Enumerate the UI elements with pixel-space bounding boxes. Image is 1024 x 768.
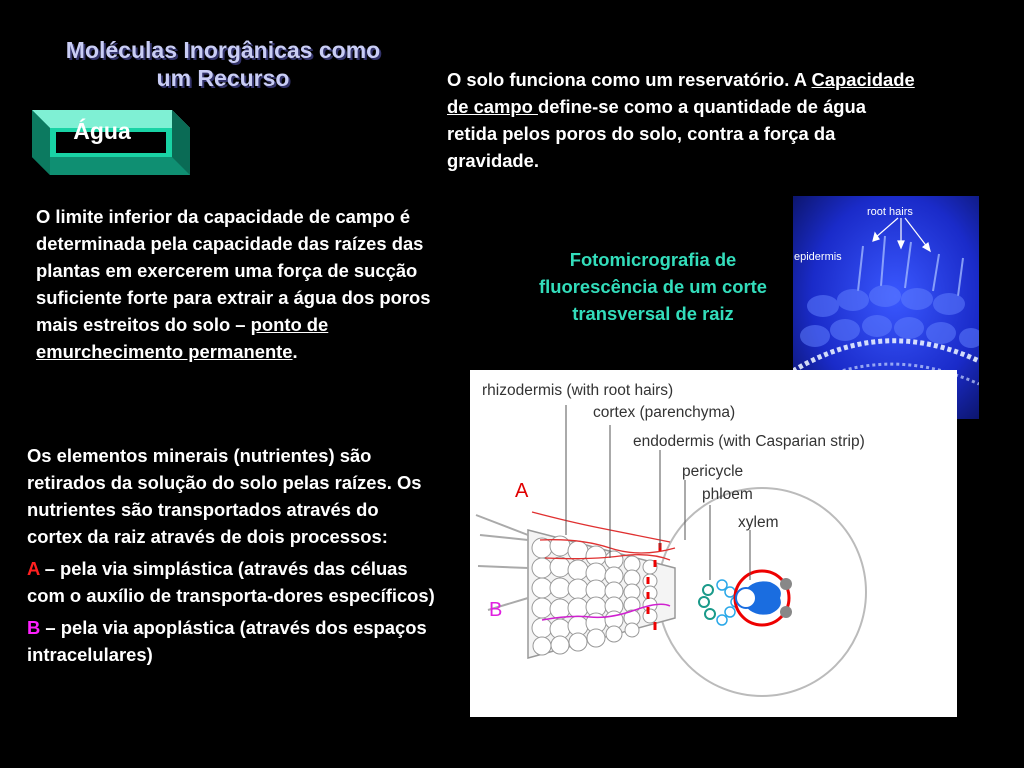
limit-text-1: O limite inferior da capacidade de campo é determinada pela capacidade das raízes das plantas em exercerem uma força de sucção suficiente forte para extrair a água dos poros mais estreitos do solo – — [36, 206, 431, 335]
micrograph-caption: Fotomicrografia de fluorescência de um corte transversal de raiz — [539, 249, 767, 324]
pathway-b-letter: B — [27, 617, 41, 638]
xylem-label: xylem — [738, 514, 779, 531]
pathway-a-text: – pela via simplástica (através das céluas com o auxílio de transporta-dores específicos) — [27, 558, 435, 606]
pathway-a-marker: A — [515, 480, 529, 502]
epidermis-label: epidermis — [794, 251, 842, 263]
title-line-2: um Recurso — [156, 65, 290, 91]
minerals-text: Os elementos minerais (nutrientes) são retirados da solução do solo pelas raízes. Os nutrientes são transportados através do cortex da raiz através de dois processos: — [27, 445, 422, 547]
pathway-b-marker: B — [489, 599, 503, 621]
slide-title — [18, 36, 428, 92]
limit-text-2: . — [292, 341, 298, 362]
minerals-paragraph — [27, 442, 437, 668]
root-hairs-label: root hairs — [867, 206, 913, 218]
root-cross-section-diagram — [470, 370, 957, 717]
endodermis-label: endodermis (with Casparian strip) — [633, 433, 865, 450]
intro-text-2: define-se como a quantidade de água retida pelos poros do solo, contra a força da gravidade. — [447, 96, 867, 171]
rhizodermis-label: rhizodermis (with root hairs) — [482, 382, 674, 399]
pathway-a-letter: A — [27, 558, 40, 579]
section-tag-label: Água — [73, 118, 131, 144]
limit-paragraph — [36, 203, 456, 365]
ponto-emurchecimento-link[interactable]: ponto de emurchecimento permanente — [36, 314, 329, 362]
cortex-label: cortex (parenchyma) — [593, 404, 736, 421]
intro-text-1: O solo funciona como um reservatório. A — [447, 69, 812, 90]
pericycle-label: pericycle — [682, 463, 744, 480]
phloem-label: phloem — [702, 486, 753, 503]
capacidade-de-campo-link[interactable]: Capacidade de campo — [447, 69, 915, 117]
pathway-b-text: – pela via apoplástica (através dos espaços intracelulares) — [27, 617, 427, 665]
pathway-b-item — [27, 614, 437, 668]
intro-paragraph — [447, 66, 917, 174]
pathway-a-item — [27, 555, 437, 609]
title-line-1: Moléculas Inorgânicas como — [65, 37, 381, 63]
